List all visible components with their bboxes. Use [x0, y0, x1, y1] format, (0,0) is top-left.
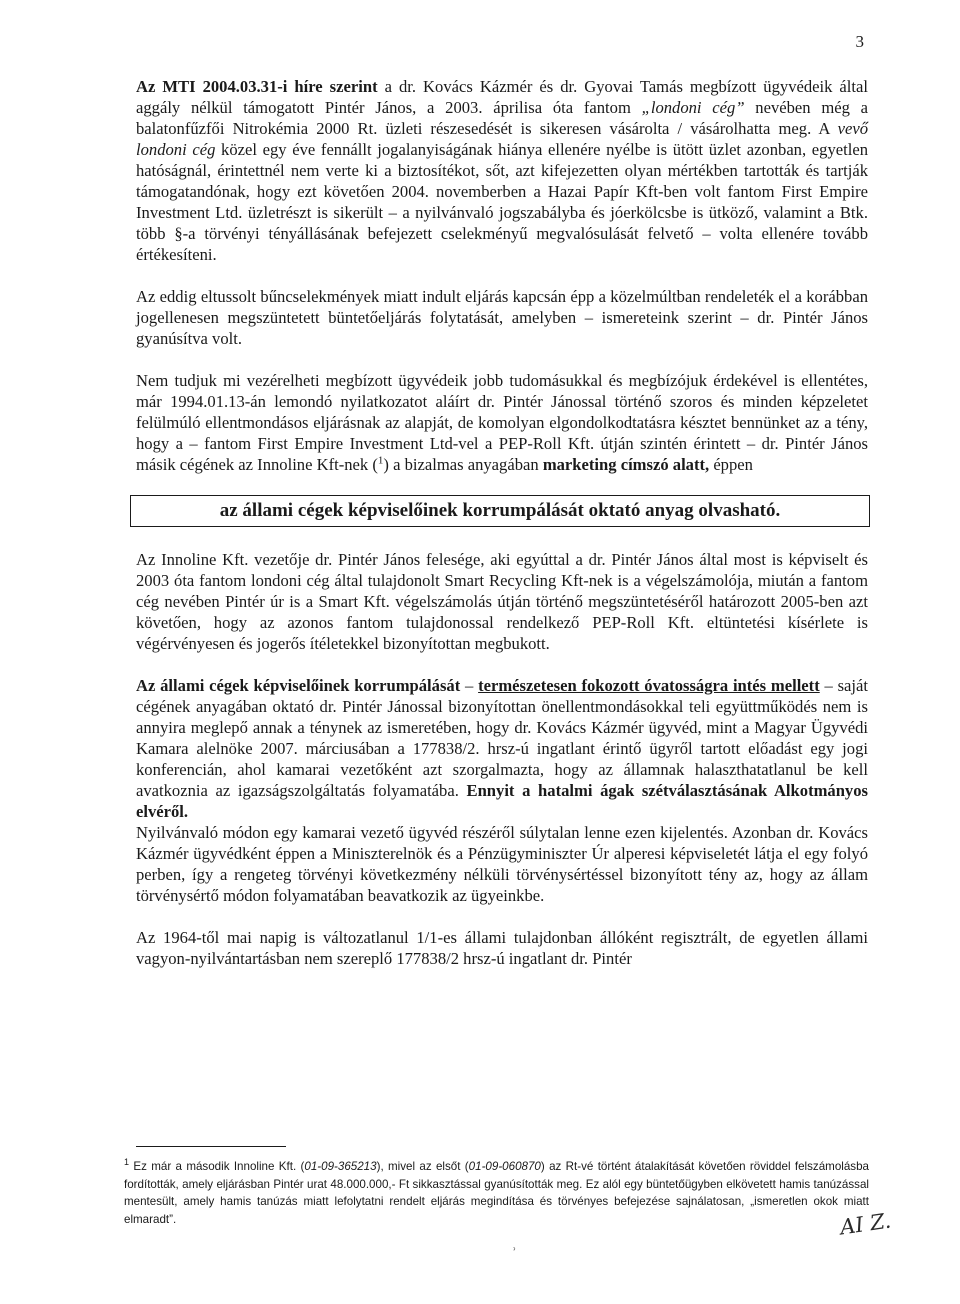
footnote-ref[interactable]: 1: [377, 454, 384, 467]
italic-run: 01-09-365213: [304, 1160, 377, 1173]
text-run: a dr. Kovács Kázmér és dr. Gyovai Tamás megbízott ügyvédeik által aggály nélkül támogatott Pintér János, a 2003. áprilisa óta fantom: [136, 77, 868, 117]
paragraph-lawyers: [136, 370, 868, 475]
bold-run: Ennyit a hatalmi ágak szétválasztásának Alkotmányos elvéről.: [136, 781, 868, 821]
paragraph-corruption: [136, 675, 868, 822]
text-run: ), mivel az elsőt (: [376, 1160, 469, 1173]
paragraph-property: Az 1964-től mai napig is változatlanul 1/1-es állami tulajdonban állóként regisztrált, de egyetlen állami vagyon-nyilvántartásban nem szereplő 177838/2 hrsz-ú ingatlant dr. Pintér: [136, 928, 868, 968]
text-run: ) a bizalmas anyagában: [383, 455, 543, 474]
paragraph-criminal-proceedings: Az eddig eltussolt bűncselekmények miatt indult eljárás kapcsán épp a közelmúltban rendeleték el a korábban jogellenesen megszüntetett büntetőeljárás folytatását, amelyben – ismereteink szerint – dr. Pintér János gyanúsítva volt.: [136, 287, 868, 348]
document-body: [136, 76, 868, 969]
text-run: Nem tudjuk mi vezérelheti megbízott ügyvédeik jobb tudomásukkal és megbízójuk érdekével is ellentétes, már 1994.01.13-án lemondó nyilatkozatot aláírt dr. Pintér Jánossal történő szoros és minden képzeletet felülmúló ellentmondásos eljárásnak az alapját, de komolyan elgondolkodtatásra késztet bennünket az a tény, hogy a – fantom First Empire Investment Ltd-vel a PEP-Roll Kft. útján szintén érintett – dr. Pintér János másik cégének az Innoline Kft-nek (: [136, 371, 868, 474]
text-run: ) az Rt-vé történt átalakítását követően röviddel felszámolásba fordították, amely eljárásban Pintér urat 48.000.000,- Ft sikkasztással gyanúsították meg. Ez alól egy büntetőügyben elkövetett hamis tanúzással mentesült, amely hamis tanúzás miatt lefolytatni rendelt eljárás megindítása és törvényes befejezése sajnálatosan, „ismeretlen okok miatt elmaradt”.: [124, 1160, 869, 1226]
text-run: Ez már a második Innoline Kft. (: [129, 1160, 305, 1173]
footnote-number: 1: [124, 1157, 130, 1168]
paragraph-mti-news: [136, 76, 868, 265]
mti-heading: Az MTI 2004.03.31-i híre szerint: [136, 77, 378, 96]
footnote: [124, 1158, 869, 1228]
italic-run: 01-09-060870: [468, 1160, 541, 1173]
paragraph-innoline: Az Innoline Kft. vezetője dr. Pintér János felesége, aki egyúttal a dr. Pintér János által most is képviselt és 2003 óta fantom londoni cég által tulajdonolt Smart Recycling Kft-nek is a végelszámolója, miután a fantom cég nevében Pintér úr is a Smart Kft. végelszámolás útján történő megszüntetéséről határozott 2005-ben azt követően, hogy az azonos fantom tulajdonossal rendelkező PEP-Roll Kft. eltüntetési kísérlete is végérvényesen és jogerős ítéletekkel bizonyítottan megbukott.: [136, 550, 868, 653]
italic-run: vevő londoni cég: [136, 119, 868, 159]
footnote-divider: [136, 1146, 286, 1147]
text-run: közel egy éve fennállt jogalanyiságának hiánya ellenére nyélbe is ütött üzlet azonban, egyetlen hatóságnál, érintettnél nem verte ki a biztosítékot, sőt, azt kifejezetten olyan mértékben tartották és tartják támogatandónak, hogy ezt követően 2004. novemberben a Hazai Papír Kft-ben volt fantom First Empire Investment Ltd. üzletrészt is sikerült – a nyilvánvaló jogszabályba és jóerkölcsbe is ütköző, valamint a Btk. több §-a törvényi tényállásának befejezett cselekményű megvalósulását felvető – volta ellenére tovább értékesíteni.: [136, 140, 868, 264]
handwritten-initials: AI Z.: [838, 1208, 893, 1240]
text-run: éppen: [709, 455, 753, 474]
pen-mark-icon: ⸒: [512, 1235, 517, 1251]
italic-run: „londoni cég”: [641, 98, 745, 117]
text-run: –: [460, 676, 479, 695]
text-run: – saját cégének anyagában oktató dr. Pintér Jánossal bizonyítottan önellentmondásokkal teli együttműködés nem is annyira meglepő annak a ténynek az ismeretében, hogy dr. Kovács Kázmér ügyvéd, mint a Magyar Ügyvédi Kamara alelnöke 2007. márciusában a 177838/2. hrsz-ú ingatlant érintő ügyről tartott előadást egy jogi konferencián, ahol kamarai vezetőként azt szorgalmazta, hogy az államnak halaszthatatlanul be kell avatkoznia az igazságszolgáltatás folyamatába.: [136, 676, 868, 800]
bold-run: marketing címszó alatt,: [542, 455, 710, 474]
highlighted-box: az állami cégek képviselőinek korrumpálását oktató anyag olvasható.: [130, 495, 870, 527]
paragraph-chamber: Nyilvánvaló módon egy kamarai vezető ügyvéd részéről súlytalan lenne ezen kijelentés. Azonban dr. Kovács Kázmér ügyvédként éppen a Miniszterelnök és a Pénzügyminiszter Úr alperesi képviseletét látja el egy folyó perben, így a rengeteg törvényi következmény nélküli törvénysértéssel bizonyított tény az, hogy az állam törvénysértő módon folyamatában beavatkozik az ügyeinkbe.: [136, 823, 868, 905]
bold-run: Az állami cégek képviselőinek korrumpálását: [136, 676, 461, 695]
text-run: nevében még a balatonfűzfői Nitrokémia 2000 Rt. üzleti részesedését is sikeresen vásárolta / vásárolhatta meg. A: [136, 98, 868, 138]
underlined-run: természetesen fokozott óvatosságra intés mellett: [478, 676, 820, 695]
page-number: 3: [855, 32, 864, 51]
